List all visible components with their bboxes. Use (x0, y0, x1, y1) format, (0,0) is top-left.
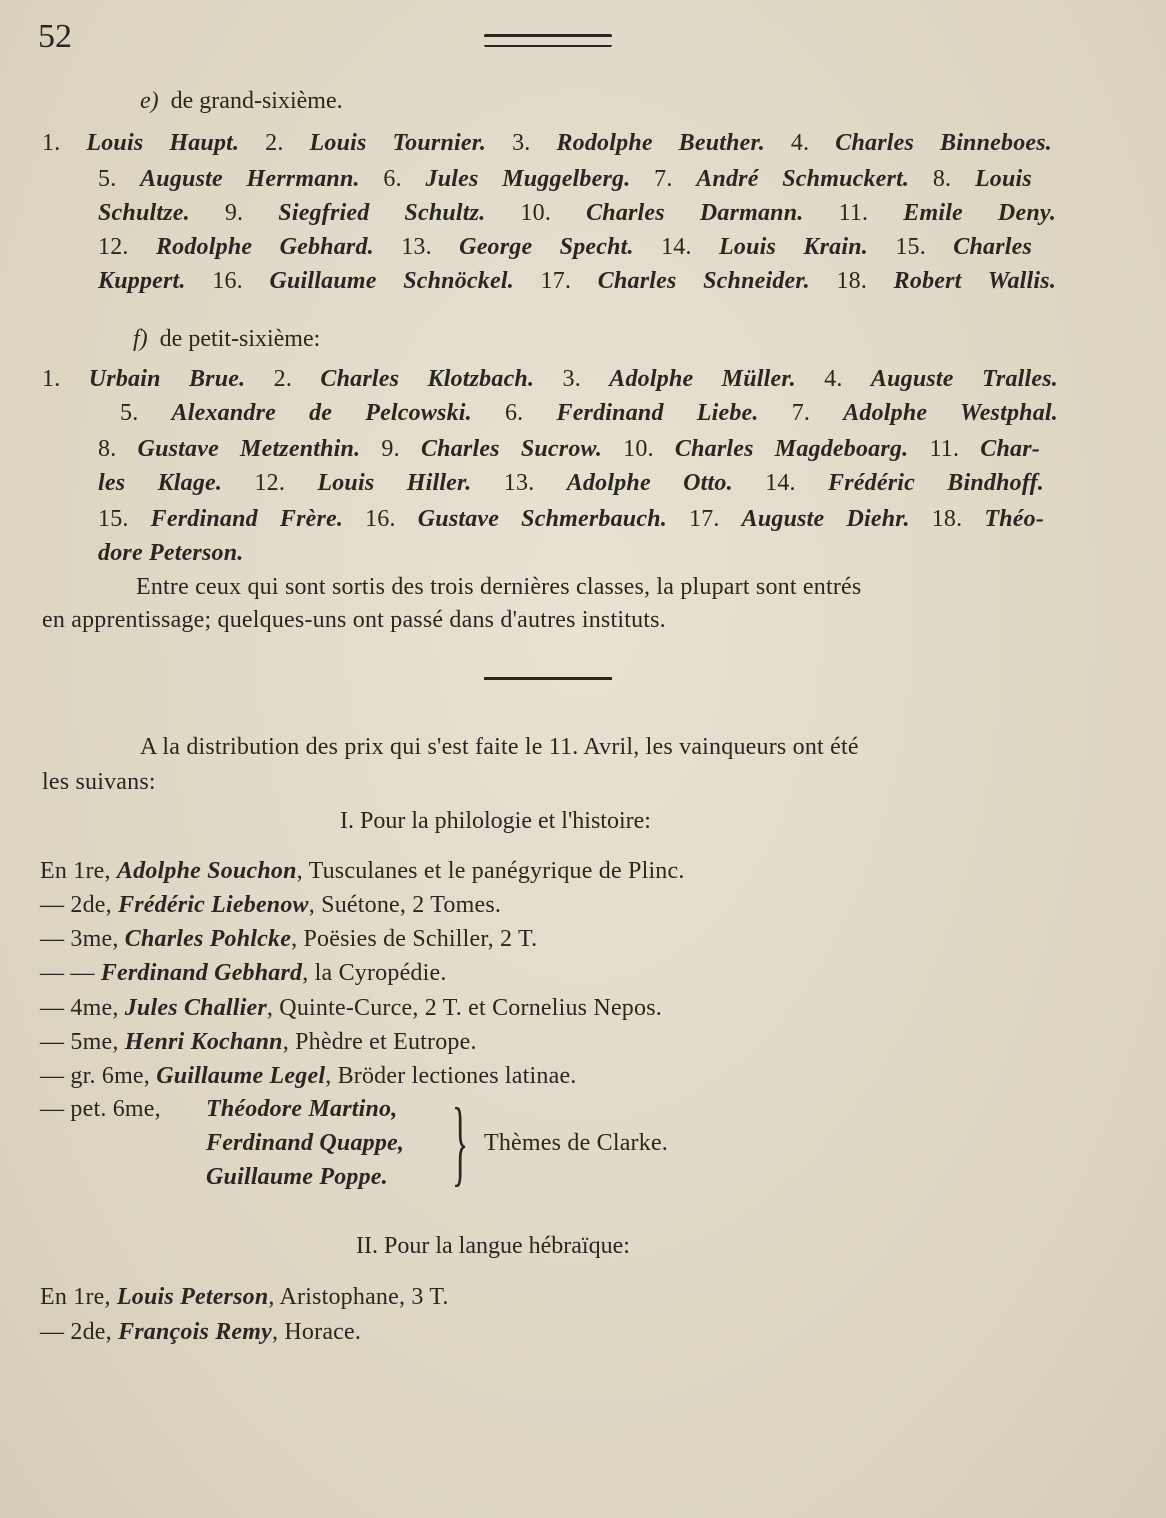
section-f-line (120, 400, 1058, 427)
name-text: Ferdinand Gebhard (100, 960, 303, 986)
name-text: Robert Wallis. (893, 268, 1057, 294)
plain-text: — — (40, 960, 101, 986)
section-e-line (98, 234, 1032, 261)
name-text: Siegfried Schultz. (278, 200, 486, 226)
section-f-heading: f) de petit-sixième: (133, 326, 321, 352)
pet-sixieme-prefix: — pet. 6me, (40, 1096, 161, 1122)
pet-prize: Thèmes de Clarke. (484, 1130, 668, 1156)
name-text: dore Peterson. (98, 540, 244, 566)
plain-text: — 2de, (40, 1319, 119, 1345)
plain-text: 15. (98, 506, 151, 532)
plain-text: 2. (245, 366, 321, 392)
name-text: Louis Hiller. (317, 470, 472, 496)
plain-text: 12. (98, 234, 156, 260)
paragraph-2-line-2: les suivans: (42, 769, 156, 795)
name-text: Charles Sucrow. (420, 436, 603, 462)
name-text: Henri Kochann (124, 1029, 283, 1055)
plain-text: 12. (222, 470, 318, 496)
name-text: Emile Deny. (903, 200, 1057, 226)
name-text: Charles Pohlcke (124, 926, 292, 952)
pet-name-1: Théodore Martino, (206, 1096, 398, 1122)
section-II-line (40, 1319, 361, 1346)
plain-text: , Suétone, 2 Tomes. (308, 892, 502, 918)
section-I-heading: I. Pour la philologie et l'histoire: (340, 808, 651, 834)
plain-text: 16. (185, 268, 270, 294)
name-text: Louis Krain. (719, 234, 868, 260)
name-text: Rodolphe Gebhard. (155, 234, 374, 260)
plain-text: — 3me, (40, 926, 125, 952)
plain-text: 9. (189, 200, 279, 226)
plain-text: 17. (666, 506, 742, 532)
name-text: Urbain Brue. (88, 366, 246, 392)
paragraph-2-line-1: A la distribution des prix qui s'est faite le 11. Avril, les vainqueurs ont été (140, 734, 859, 760)
plain-text: 7. (630, 166, 697, 192)
plain-text: 3. (534, 366, 610, 392)
plain-text: 18. (909, 506, 985, 532)
section-I-line (40, 926, 537, 953)
plain-text: 11. (803, 200, 904, 226)
paragraph-1-line-2: en apprentissage; quelques-uns ont passé dans d'autres instituts. (42, 607, 666, 633)
plain-text: 4. (764, 130, 836, 156)
name-text: Louis (974, 166, 1032, 192)
section-II-line (40, 1284, 449, 1311)
section-f-line (98, 506, 1044, 533)
plain-text: 1. (42, 366, 89, 392)
pet-name-2: Ferdinand Quappe, (206, 1130, 405, 1156)
name-text: Jules Challier (124, 995, 267, 1021)
plain-text: , Phèdre et Eutrope. (282, 1029, 477, 1055)
name-text: Charles Binneboes. (835, 130, 1053, 156)
name-text: Charles Klotzbach. (320, 366, 535, 392)
name-text: Louis Peterson (116, 1284, 269, 1310)
name-text: Auguste Herrmann. (140, 166, 360, 192)
plain-text: 16. (343, 506, 418, 532)
section-f-line (42, 366, 1058, 393)
name-text: François Remy (118, 1319, 272, 1345)
plain-text: — 4me, (40, 995, 125, 1021)
plain-text: 17. (513, 268, 598, 294)
name-text: Gustave Schmerbauch. (417, 506, 667, 532)
section-e-line (98, 200, 1056, 227)
name-text: Frédéric Liebenow (118, 892, 309, 918)
name-text: Charles (953, 234, 1033, 260)
plain-text: 3. (486, 130, 557, 156)
plain-text: 6. (359, 166, 426, 192)
plain-text: En 1re, (40, 858, 117, 884)
section-I-line (40, 960, 447, 987)
name-text: Ferdinand Frère. (150, 506, 344, 532)
header-ornament (484, 34, 612, 47)
plain-text: 18. (809, 268, 894, 294)
name-text: Jules Muggelberg. (425, 166, 631, 192)
name-text: George Specht. (459, 234, 634, 260)
name-text: Adolphe Souchon (116, 858, 297, 884)
plain-text: 8. (909, 166, 975, 192)
plain-text: 13. (471, 470, 567, 496)
plain-text: 14. (732, 470, 829, 496)
name-text: les Klage. (98, 470, 223, 496)
plain-text: — 5me, (40, 1029, 125, 1055)
name-text: Adolphe Westphal. (843, 400, 1058, 426)
plain-text: 15. (867, 234, 954, 260)
name-text: Auguste Tralles. (870, 366, 1058, 392)
plain-text: 5. (120, 400, 172, 426)
name-text: Charles Darmann. (586, 200, 804, 226)
name-text: Louis Tournier. (309, 130, 487, 156)
name-text: Rodolphe Beuther. (556, 130, 765, 156)
section-f-line (98, 436, 1040, 463)
plain-text: 7. (758, 400, 844, 426)
section-I-line (40, 1029, 477, 1056)
name-text: Alexandre de Pelcowski. (171, 400, 472, 426)
name-text: Charles Magdeboarg. (674, 436, 909, 462)
section-e-line (42, 130, 1052, 157)
paragraph-1-line-1: Entre ceux qui sont sortis des trois dernières classes, la plupart sont entrés (136, 574, 862, 600)
pet-name-3: Guillaume Poppe. (206, 1164, 388, 1190)
plain-text: , Poësies de Schiller, 2 T. (291, 926, 538, 952)
brace: } (452, 1088, 469, 1195)
name-text: Guillaume Legel (156, 1063, 326, 1089)
name-text: Kuppert. (98, 268, 186, 294)
name-text: Auguste Diehr. (741, 506, 910, 532)
plain-text: 6. (471, 400, 557, 426)
name-text: Ferdinand Liebe. (556, 400, 759, 426)
plain-text: , Aristophane, 3 T. (268, 1284, 449, 1310)
section-e-line (98, 166, 1032, 193)
name-text: Char- (980, 436, 1040, 462)
plain-text: 10. (485, 200, 587, 226)
plain-text: 5. (98, 166, 141, 192)
section-f-line (98, 470, 1044, 497)
plain-text: — 2de, (40, 892, 119, 918)
plain-text: 10. (602, 436, 675, 462)
plain-text: 8. (98, 436, 138, 462)
section-II-heading: II. Pour la langue hébraïque: (356, 1233, 630, 1259)
section-I-line (40, 892, 501, 919)
name-text: André Schmuckert. (696, 166, 910, 192)
name-text: Guillaume Schnöckel. (269, 268, 514, 294)
plain-text: 14. (633, 234, 720, 260)
plain-text: 4. (795, 366, 871, 392)
plain-text: , Quinte-Curce, 2 T. et Cornelius Nepos. (266, 995, 662, 1021)
section-divider (484, 677, 612, 680)
section-e-line (98, 268, 1056, 295)
plain-text: 11. (908, 436, 981, 462)
section-f-line (98, 540, 243, 567)
name-text: Adolphe Müller. (609, 366, 796, 392)
plain-text: 1. (42, 130, 87, 156)
name-text: Louis Haupt. (86, 130, 240, 156)
name-text: Charles Schneider. (597, 268, 810, 294)
name-text: Théo- (984, 506, 1045, 532)
page-number: 52 (38, 18, 72, 55)
plain-text: , Bröder lectiones latinae. (325, 1063, 577, 1089)
section-I-line (40, 1063, 577, 1090)
plain-text: 2. (239, 130, 310, 156)
plain-text: , Tusculanes et le panégyrique de Plinc. (296, 858, 685, 884)
name-text: Adolphe Otto. (566, 470, 733, 496)
plain-text: 13. (373, 234, 460, 260)
plain-text: , Horace. (272, 1319, 362, 1345)
plain-text: En 1re, (40, 1284, 117, 1310)
plain-text: 9. (360, 436, 421, 462)
section-I-line (40, 995, 662, 1022)
name-text: Schultze. (98, 200, 190, 226)
name-text: Gustave Metzenthin. (137, 436, 361, 462)
section-I-line (40, 858, 685, 885)
section-e-heading: e) de grand-sixième. (140, 88, 343, 114)
plain-text: , la Cyropédie. (302, 960, 447, 986)
name-text: Frédéric Bindhoff. (828, 470, 1045, 496)
plain-text: — gr. 6me, (40, 1063, 157, 1089)
